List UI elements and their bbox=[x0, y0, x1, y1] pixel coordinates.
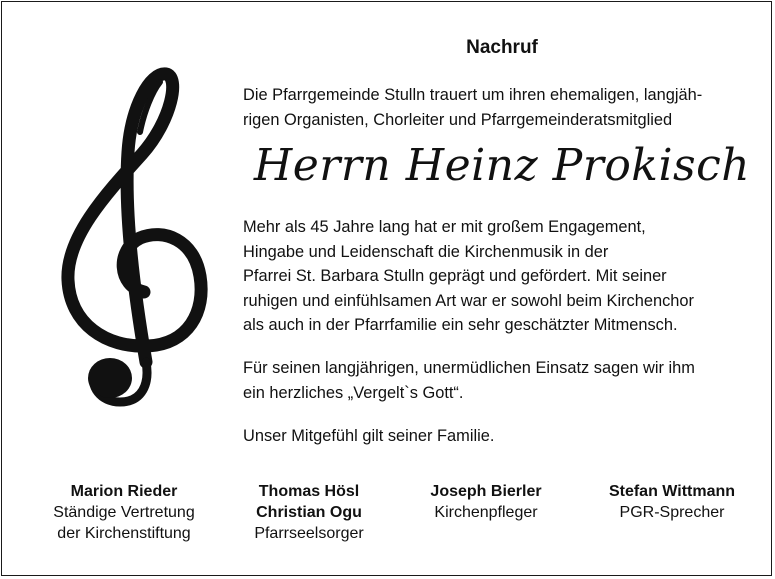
signatory-name-2: Christian Ogu bbox=[256, 504, 362, 521]
obituary-notice bbox=[1, 1, 772, 576]
thanks-line: ein herzliches „Vergelt`s Gott“. bbox=[243, 383, 464, 402]
signatory-role: Pfarrseelsorger bbox=[254, 525, 364, 542]
signatory-role: der Kirchenstiftung bbox=[57, 525, 191, 542]
body-line: Mehr als 45 Jahre lang hat er mit großem Engagement, bbox=[243, 218, 646, 236]
intro-line: rigen Organisten, Chorleiter und Pfarrgemeinderatsmitglied bbox=[243, 110, 673, 129]
body-line: ruhigen und einfühlsamen Art war er sowohl beim Kirchenchor bbox=[243, 291, 694, 310]
treble-clef-icon bbox=[54, 62, 209, 412]
signatory-1 bbox=[24, 481, 224, 544]
signatory-name: Joseph Bierler bbox=[430, 483, 542, 500]
signatory-3 bbox=[386, 481, 586, 523]
body-line: als auch in der Pfarrfamilie ein sehr geschätzter Mitmensch. bbox=[243, 316, 678, 334]
signatory-name: Marion Rieder bbox=[70, 483, 178, 500]
condolence-line: Unser Mitgefühl gilt seiner Familie. bbox=[243, 427, 495, 445]
intro-line: Die Pfarrgemeinde Stulln trauert um ihren ehemaligen, langjäh- bbox=[243, 86, 703, 104]
thanks-paragraph bbox=[243, 356, 695, 405]
thanks-line: Für seinen langjährigen, unermüdlichen Einsatz sagen wir ihm bbox=[243, 359, 695, 377]
signatory-2 bbox=[209, 481, 409, 544]
signatory-role: Ständige Vertretung bbox=[53, 504, 195, 521]
body-line: Pfarrei St. Barbara Stulln geprägt und gefördert. Mit seiner bbox=[243, 267, 667, 285]
deceased-name: Herrn Heinz Prokisch bbox=[253, 140, 751, 191]
signatory-name: Stefan Wittmann bbox=[608, 483, 736, 500]
body-line: Hingabe und Leidenschaft die Kirchenmusik in der bbox=[243, 242, 609, 261]
condolence-paragraph bbox=[243, 424, 494, 449]
signatory-4 bbox=[572, 481, 772, 523]
signatory-role: PGR-Sprecher bbox=[619, 504, 725, 521]
signatory-role: Kirchenpfleger bbox=[434, 504, 538, 521]
intro-paragraph bbox=[243, 83, 702, 132]
signatory-name: Thomas Hösl bbox=[258, 483, 360, 500]
page-title: Nachruf bbox=[466, 37, 538, 58]
body-paragraph bbox=[243, 215, 694, 338]
